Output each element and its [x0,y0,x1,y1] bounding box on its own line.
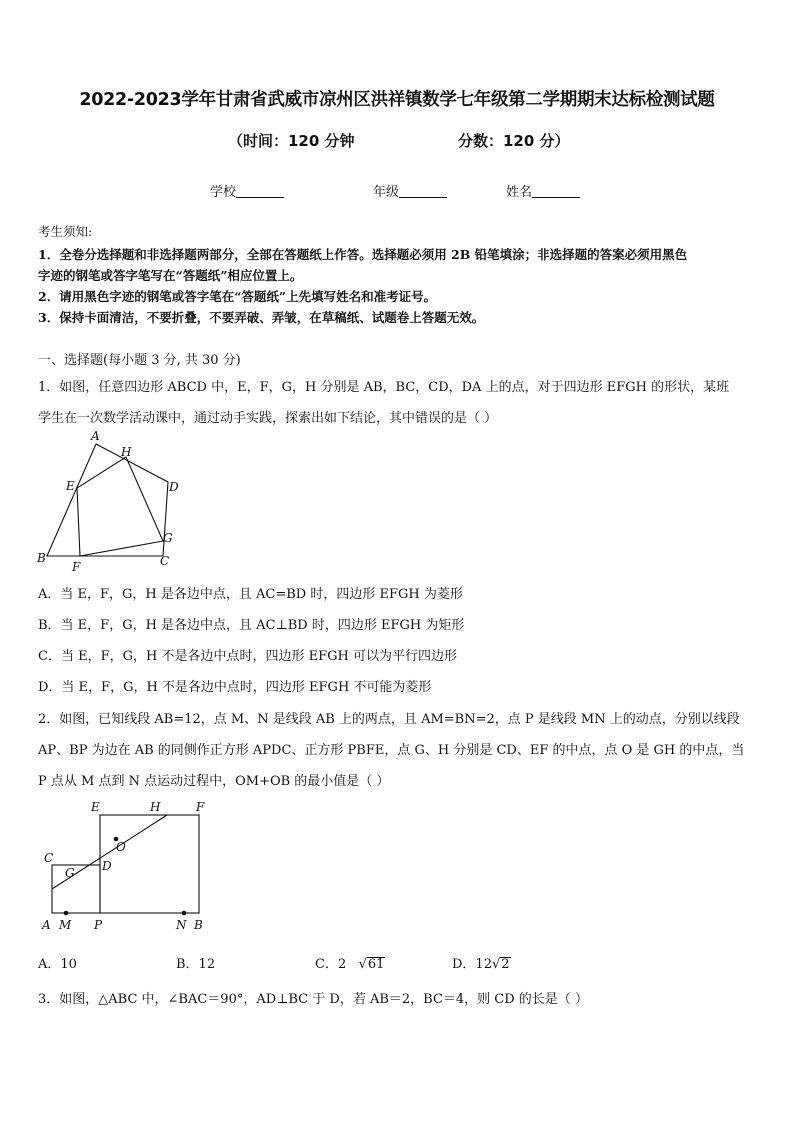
q2-option-d-prefix: D．12 [452,957,492,972]
name-field [506,181,580,200]
q1-option-b: B．当 E，F，G，H 是各边中点，且 AC⊥BD 时，四边形 EFGH 为矩形 [38,618,465,633]
label-A: A [91,429,100,443]
q1-option-c: C．当 E，F，G，H 不是各边中点时，四边形 EFGH 可以为平行四边形 [38,649,457,664]
section-heading: 一、选择题(每小题 3 分, 共 30 分) [38,353,241,368]
label-D2: D [102,859,112,873]
q1-line-1: 1．如图，任意四边形 ABCD 中，E，F，G，H 分别是 AB，BC，CD，DA 上的点，对于四边形 EFGH 的形状，某班 [38,380,730,395]
square-apdc [52,865,100,913]
name-label: 姓名 [506,185,533,200]
q1-option-d: D．当 E，F，G，H 不是各边中点时，四边形 EFGH 不可能为菱形 [38,680,432,695]
notice-item-3: 3．保持卡面清洁，不要折叠，不要弄破、弄皱，在草稿纸、试题卷上答题无效。 [38,310,485,325]
label-C2: C [44,851,54,865]
square-pbfe [100,815,199,913]
q2-line-3: P 点从 M 点到 N 点运动过程中，OM+OB 的最小值是（ ） [38,774,390,789]
q2-option-c-prefix: C．2 [315,957,347,972]
school-blank [236,185,284,198]
label-N2: N [176,918,187,932]
q1-line-2: 学生在一次数学活动课中，通过动手实践，探索出如下结论，其中错误的是（ ） [38,411,498,426]
q1-figure [30,428,190,576]
label-E: E [66,479,75,493]
page-title: 2022-2023学年甘肃省武威市凉州区洪祥镇数学七年级第二学期期末达标检测试题 [79,90,715,110]
label-D: D [169,480,179,494]
grade-field [373,181,447,200]
q2-option-d-radicand: 2 [501,957,510,972]
q2-option-c-radicand: 61 [367,957,385,972]
q1-quadrilateral-lines [47,444,168,556]
label-C: C [160,554,170,568]
notice-heading: 考生须知: [38,224,93,239]
grade-blank [399,185,447,198]
time-label: （时间：120 分钟 [228,132,355,150]
q2-option-d: D．12√2 [452,957,510,972]
label-B: B [37,551,46,565]
label-E2: E [91,800,100,814]
label-B2: B [194,918,203,932]
label-F: F [72,560,81,574]
label-H: H [121,445,132,459]
q2-line-2: AP、BP 为边在 AB 的同侧作正方形 APDC、正方形 PBFE，点 G、H 分别是 CD、EF 的中点，点 O 是 GH 的中点，当 [38,743,745,758]
q2-option-a: A．10 [38,957,77,972]
notice-item-1-line-1: 1．全卷分选择题和非选择题两部分，全部在答题纸上作答。选择题必须用 2B 铅笔填涂；非选择题的答案必须用黑色 [38,247,688,262]
q2-option-c: C．2 √61 [315,957,385,972]
quad-efgh [77,457,163,556]
school-field [210,181,284,200]
q2-line-1: 2．如图，已知线段 AB=12，点 M、N 是线段 AB 上的两点，且 AM=BN=2，点 P 是线段 MN 上的动点，分别以线段 [38,712,740,727]
q2-squares [52,815,199,913]
label-P2: P [94,918,103,932]
name-blank [532,185,580,198]
label-F2: F [196,800,205,814]
label-G2: G [65,866,75,880]
score-label: 分数：120 分） [458,132,570,150]
point-M [64,911,69,916]
grade-label: 年级 [373,185,400,200]
q3-line-1: 3．如图，△ABC 中，∠BAC＝90°，AD⊥BC 于 D，若 AB＝2，BC＝4，则 CD 的长是（ ） [38,992,588,1007]
label-H2: H [150,800,161,814]
quad-abcd [47,444,168,556]
notice-item-1-line-2: 字迹的钢笔或答字笔写在“答题纸”相应位置上。 [38,268,303,283]
point-N [182,911,187,916]
label-G: G [163,531,173,545]
notice-item-2: 2．请用黑色字迹的钢笔或答字笔在“答题纸”上先填写姓名和准考证号。 [38,289,437,304]
q1-option-a: A．当 E，F，G，H 是各边中点，且 AC=BD 时，四边形 EFGH 为菱形 [38,587,463,602]
label-A2: A [42,918,51,932]
school-label: 学校 [210,185,237,200]
q2-option-b: B．12 [176,957,216,972]
q2-figure [30,796,220,938]
label-M2: M [59,918,72,932]
label-O2: O [116,840,126,854]
